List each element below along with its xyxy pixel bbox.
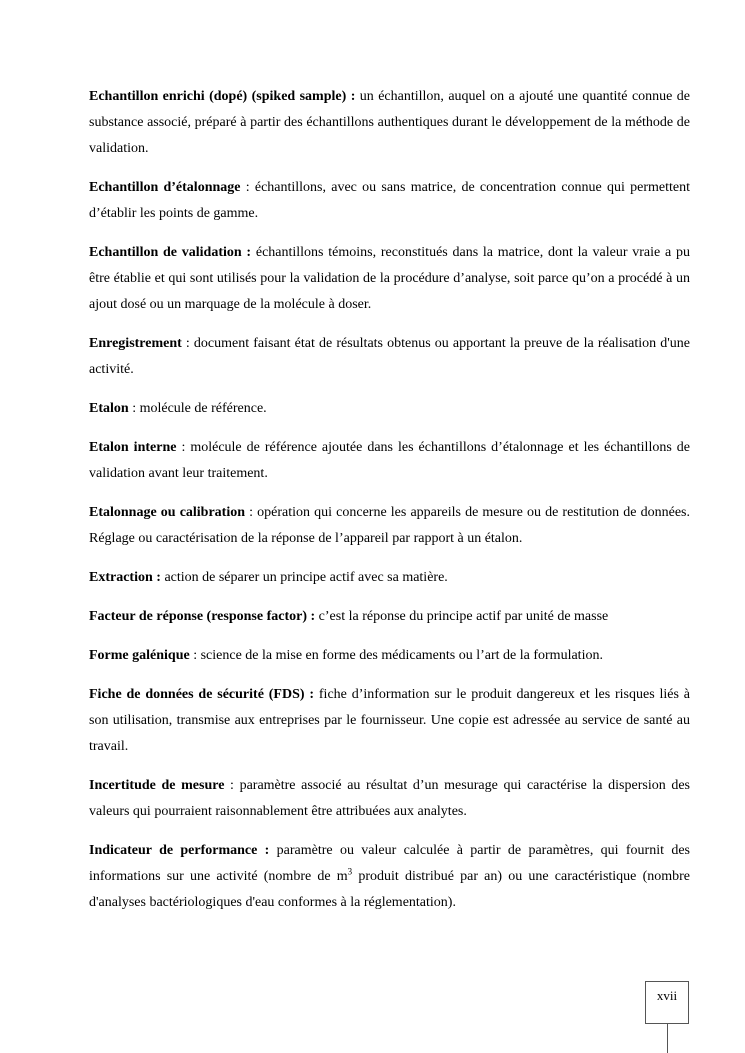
glossary-definition: : molécule de référence. xyxy=(128,401,267,416)
glossary-definition: paramètre ou valeur calculée à partir de paramètres, qui fournit des informations sur une activité (nombre de m xyxy=(89,843,690,884)
glossary-definition: : opération qui concerne les appareils de mesure ou de restitution de données. Réglage ou caractérisation de la réponse de l’appareil par rapport à un étalon. xyxy=(89,505,691,546)
glossary-term: Etalonnage ou calibration xyxy=(89,505,246,520)
page-number-line xyxy=(667,1024,668,1053)
glossary-entry xyxy=(89,500,690,552)
glossary-term: Fiche de données de sécurité (FDS) : xyxy=(89,687,315,702)
glossary-term: Echantillon de validation : xyxy=(89,245,252,260)
glossary-term: Forme galénique xyxy=(89,648,190,663)
glossary-entry xyxy=(89,604,690,630)
glossary-definition: c’est la réponse du principe actif par unité de masse xyxy=(315,609,609,624)
glossary-entry xyxy=(89,435,690,487)
glossary-entry xyxy=(89,773,690,825)
glossary-term: Incertitude de mesure xyxy=(89,778,225,793)
glossary-term: Indicateur de performance : xyxy=(89,843,270,858)
glossary-entry xyxy=(89,175,690,227)
glossary-term: Echantillon d’étalonnage xyxy=(89,180,241,195)
glossary-definition: : molécule de référence ajoutée dans les échantillons d’étalonnage et les échantillons de validation avant leur traitement. xyxy=(89,440,690,481)
glossary-entry xyxy=(89,643,690,669)
glossary-definition: : échantillons, avec ou sans matrice, de concentration connue qui permettent d’établir les points de gamme. xyxy=(89,180,690,221)
glossary-term: Etalon xyxy=(89,401,129,416)
glossary-definition: : document faisant état de résultats obtenus ou apportant la preuve de la réalisation d'une activité. xyxy=(89,336,690,377)
glossary-definition-tail: produit distribué par an) ou une caractéristique (nombre d'analyses bactériologiques d'eau conformes à la réglementation). xyxy=(89,869,690,910)
glossary-term: Echantillon enrichi (dopé) (spiked sample) : xyxy=(89,89,356,104)
glossary-definition: échantillons témoins, reconstitués dans la matrice, dont la valeur vraie a pu être établie et qui sont utilisés pour la validation de la procédure d’analyse, soit parce qu’on a procédé à un ajout dosé ou un marquage de la molécule à doser. xyxy=(89,245,690,312)
glossary-entry xyxy=(89,682,690,760)
glossary-definition: : science de la mise en forme des médicaments ou l’art de la formulation. xyxy=(189,648,603,663)
glossary-entry xyxy=(89,396,690,422)
page-number-box xyxy=(645,981,689,1024)
glossary-term: Facteur de réponse (response factor) : xyxy=(89,609,316,624)
page-number: xvii xyxy=(656,988,678,1003)
glossary-term: Etalon interne xyxy=(89,440,177,455)
glossary-entry xyxy=(89,331,690,383)
glossary-entry xyxy=(89,240,690,318)
glossary-entry xyxy=(89,84,690,162)
glossary-entry xyxy=(89,838,690,916)
glossary-definition: : paramètre associé au résultat d’un mesurage qui caractérise la dispersion des valeurs qui pourraient raisonnablement être attribuées aux analytes. xyxy=(89,778,690,819)
glossary-definition: action de séparer un principe actif avec sa matière. xyxy=(160,570,448,585)
superscript: 3 xyxy=(347,866,353,877)
glossary-entry xyxy=(89,565,690,591)
glossary-term: Extraction : xyxy=(89,570,161,585)
glossary-definition: un échantillon, auquel on a ajouté une quantité connue de substance associé, préparé à partir des échantillons authentiques durant le développement de la méthode de validation. xyxy=(89,89,691,156)
glossary-term: Enregistrement xyxy=(89,336,182,351)
glossary-content xyxy=(89,84,690,929)
glossary-definition: fiche d’information sur le produit dangereux et les risques liés à son utilisation, transmise aux entreprises par le fournisseur. Une copie est adressée au service de santé au travail. xyxy=(89,687,691,754)
